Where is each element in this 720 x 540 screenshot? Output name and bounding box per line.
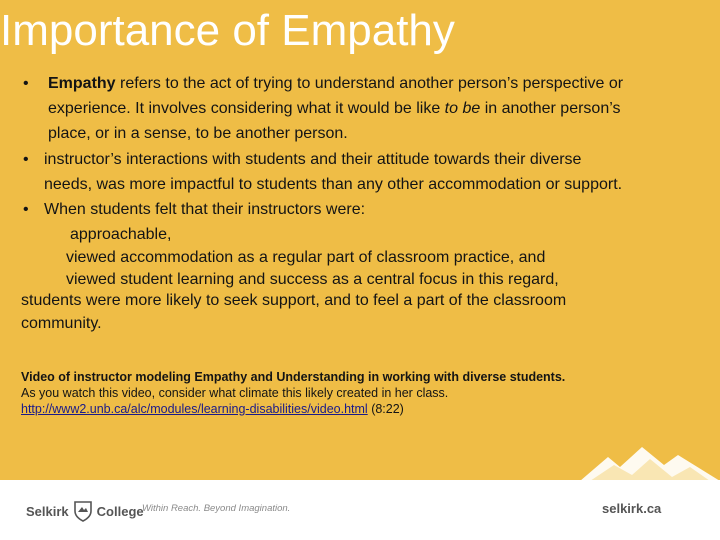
video-reference [21,369,565,417]
crest-icon [74,500,92,522]
bullet-line: students were more likely to seek support, and to feel a part of the classroom [21,292,567,309]
slide-title: Importance of Empathy [0,6,455,55]
bullet-line: experience. It involves considering what it would be like to be in another person’s [48,100,621,117]
bullet-line: instructor’s interactions with students and their attitude towards their diverse [44,151,582,168]
bullet-line: place, or in a sense, to be another person. [48,125,348,142]
website-label: selkirk.ca [602,501,662,516]
bullet-line: community. [21,315,102,332]
bullet-line: needs, was more impactful to students than any other accommodation or support. [44,176,623,193]
bullet-marker: • [23,75,29,92]
video-link-line [21,401,565,417]
tagline: Within Reach. Beyond Imagination. [142,503,291,514]
selkirk-college-logo: Selkirk College [26,497,144,525]
video-link[interactable]: http://www2.unb.ca/alc/modules/learning-disabilities/video.html [21,402,368,416]
bullet-line: When students felt that their instructors were: [44,201,366,218]
bullet-subline: approachable, [70,226,172,243]
bullet-marker: • [23,201,29,218]
footer [0,480,720,540]
bullet-marker: • [23,151,29,168]
bullet-line: Empathy refers to the act of trying to understand another person’s perspective or [48,75,624,92]
bullet-subline: viewed student learning and success as a central focus in this regard, [66,271,559,288]
video-prompt: As you watch this video, consider what climate this likely created in her class. [21,386,449,400]
mountains-icon [580,447,720,481]
video-heading: Video of instructor modeling Empathy and Understanding in working with diverse students. [21,370,566,384]
video-duration: (8:22) [371,402,404,416]
bullet-subline: viewed accommodation as a regular part of classroom practice, and [66,249,546,266]
